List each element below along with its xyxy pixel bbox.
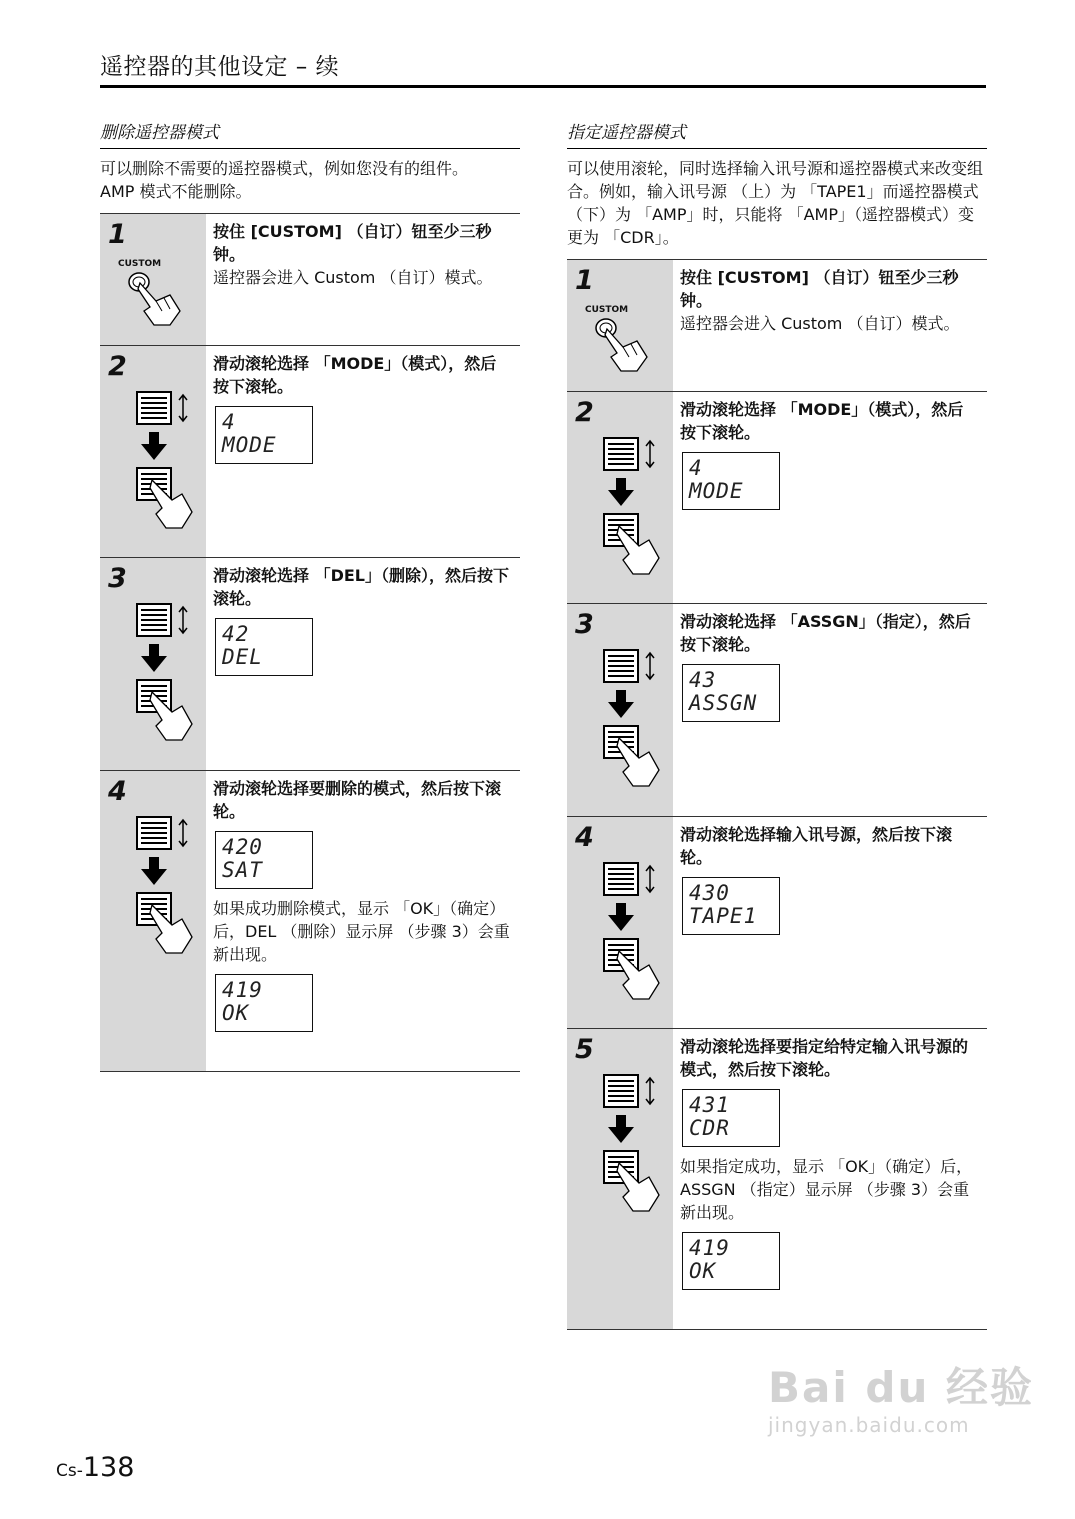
step-content: [673, 604, 987, 816]
lcd-line-top: 42: [222, 622, 250, 646]
step-3: [100, 557, 520, 770]
step-2: [567, 391, 987, 603]
scroll-wheel-icon: [132, 602, 198, 742]
step-instruction: 滑动滚轮选择要指定给特定输入讯号源的模式，然后按下滚轮。: [680, 1037, 969, 1079]
scroll-wheel-icon: [599, 436, 665, 576]
scroll-wheel-icon: [599, 861, 665, 1001]
lcd-display: [682, 452, 780, 510]
lcd-line-bottom: DEL: [222, 645, 263, 669]
lcd-display: [682, 877, 780, 935]
delete-mode-intro: [100, 157, 520, 203]
step-number: 1: [575, 265, 594, 296]
lcd-display: [682, 1089, 780, 1147]
lcd-line-top: 420: [222, 835, 263, 859]
step-4: [567, 816, 987, 1028]
step-instruction: 按住 [CUSTOM] （自订）钮至少三秒钟。: [213, 222, 492, 264]
lcd-display-ok: [682, 1232, 780, 1290]
step-illustration: [567, 392, 673, 603]
assign-mode-column: [567, 118, 987, 1330]
custom-button-label: CUSTOM: [118, 259, 162, 269]
step-content: [673, 817, 987, 1028]
lcd-line-top: 4: [222, 410, 236, 434]
lcd-line-bottom: OK: [689, 1259, 717, 1283]
step-1: [100, 213, 520, 345]
step-illustration: [567, 604, 673, 816]
step-instruction: 按住 [CUSTOM] （自订）钮至少三秒钟。: [680, 268, 959, 310]
step-note: 如果成功删除模式，显示 「OK」（确定）后，DEL （删除）显示屏 （步骤 3）会重新出现。: [213, 899, 510, 964]
lcd-line-top: 419: [222, 978, 263, 1002]
step-content: [206, 771, 520, 1071]
step-illustration: [100, 346, 206, 557]
step-number: 1: [108, 219, 127, 250]
intro-line: 可以使用滚轮，同时选择输入讯号源和遥控器模式来改变组合。例如，输入讯号源 （上）为 「TAPE1」而遥控器模式 （下）为 「AMP」时，只能将 「AMP」（遥控器模式）变更为 「CDR」。: [567, 159, 984, 247]
watermark-url: jingyan.baidu.com: [768, 1413, 970, 1437]
scroll-wheel-icon: [132, 390, 198, 530]
step-content: [206, 214, 520, 345]
lcd-line-bottom: MODE: [222, 433, 277, 457]
watermark-logo-text: Bai du 经验: [768, 1363, 1034, 1412]
step-number: 4: [575, 822, 594, 853]
step-instruction: 滑动滚轮选择 「ASSGN」（指定），然后按下滚轮。: [680, 612, 971, 654]
press-button-hand-icon: [126, 269, 186, 329]
lcd-line-bottom: SAT: [222, 858, 263, 882]
step-instruction: 滑动滚轮选择 「MODE」（模式），然后按下滚轮。: [213, 354, 497, 396]
step-illustration: [100, 771, 206, 1071]
step-content: [206, 558, 520, 770]
step-result: 遥控器会进入 Custom （自订）模式。: [213, 268, 493, 287]
press-button-hand-icon: [593, 315, 653, 375]
step-instruction: 滑动滚轮选择要删除的模式，然后按下滚轮。: [213, 779, 502, 821]
lcd-display: [682, 664, 780, 722]
step-illustration: [567, 817, 673, 1028]
step-content: [673, 392, 987, 603]
step-illustration: [567, 260, 673, 391]
lcd-line-top: 419: [689, 1236, 730, 1260]
step-1: [567, 259, 987, 391]
assign-mode-title: 指定遥控器模式: [567, 118, 987, 149]
step-content: [206, 346, 520, 557]
step-number: 2: [108, 351, 127, 382]
step-illustration: [100, 558, 206, 770]
step-instruction: 滑动滚轮选择 「MODE」（模式），然后按下滚轮。: [680, 400, 964, 442]
steps-end-rule: [100, 1071, 520, 1072]
page-number-value: 138: [82, 1452, 135, 1483]
lcd-display: [215, 831, 313, 889]
step-number: 5: [575, 1034, 594, 1065]
step-number: 2: [575, 397, 594, 428]
page-number: [56, 1452, 134, 1483]
step-3: [567, 603, 987, 816]
intro-line: AMP 模式不能删除。: [100, 182, 252, 201]
scroll-wheel-icon: [132, 815, 198, 955]
step-instruction: 滑动滚轮选择输入讯号源，然后按下滚轮。: [680, 825, 953, 867]
step-note: 如果指定成功，显示 「OK」（确定）后，ASSGN （指定）显示屏 （步骤 3）会重新出现。: [680, 1157, 973, 1222]
page-title: 遥控器的其他设定 – 续: [100, 48, 986, 88]
step-result: 遥控器会进入 Custom （自订）模式。: [680, 314, 960, 333]
lcd-line-bottom: MODE: [689, 479, 744, 503]
step-number: 4: [108, 776, 127, 807]
delete-mode-column: [100, 118, 520, 1072]
lcd-line-bottom: OK: [222, 1001, 250, 1025]
lcd-line-bottom: ASSGN: [689, 691, 758, 715]
step-content: [673, 1029, 987, 1329]
scroll-wheel-icon: [599, 1073, 665, 1213]
lcd-display: [215, 618, 313, 676]
lcd-line-bottom: CDR: [689, 1116, 730, 1140]
assign-mode-intro: [567, 157, 987, 249]
lcd-line-top: 430: [689, 881, 730, 905]
step-instruction: 滑动滚轮选择 「DEL」（删除），然后按下滚轮。: [213, 566, 509, 608]
custom-button-label: CUSTOM: [585, 305, 629, 315]
step-illustration: [100, 214, 206, 345]
step-number: 3: [108, 563, 127, 594]
step-5: [567, 1028, 987, 1329]
step-4: [100, 770, 520, 1071]
step-number: 3: [575, 609, 594, 640]
step-illustration: [567, 1029, 673, 1329]
baidu-watermark: [768, 1355, 1034, 1437]
lcd-line-bottom: TAPE1: [689, 904, 758, 928]
scroll-wheel-icon: [599, 648, 665, 788]
lcd-line-top: 431: [689, 1093, 730, 1117]
delete-mode-title: 删除遥控器模式: [100, 118, 520, 149]
steps-end-rule: [567, 1329, 987, 1330]
step-2: [100, 345, 520, 557]
step-content: [673, 260, 987, 391]
lcd-line-top: 43: [689, 668, 717, 692]
page-prefix: Cs-: [56, 1461, 83, 1481]
lcd-display: [215, 406, 313, 464]
intro-line: 可以删除不需要的遥控器模式，例如您没有的组件。: [100, 159, 469, 178]
lcd-display-ok: [215, 974, 313, 1032]
lcd-line-top: 4: [689, 456, 703, 480]
